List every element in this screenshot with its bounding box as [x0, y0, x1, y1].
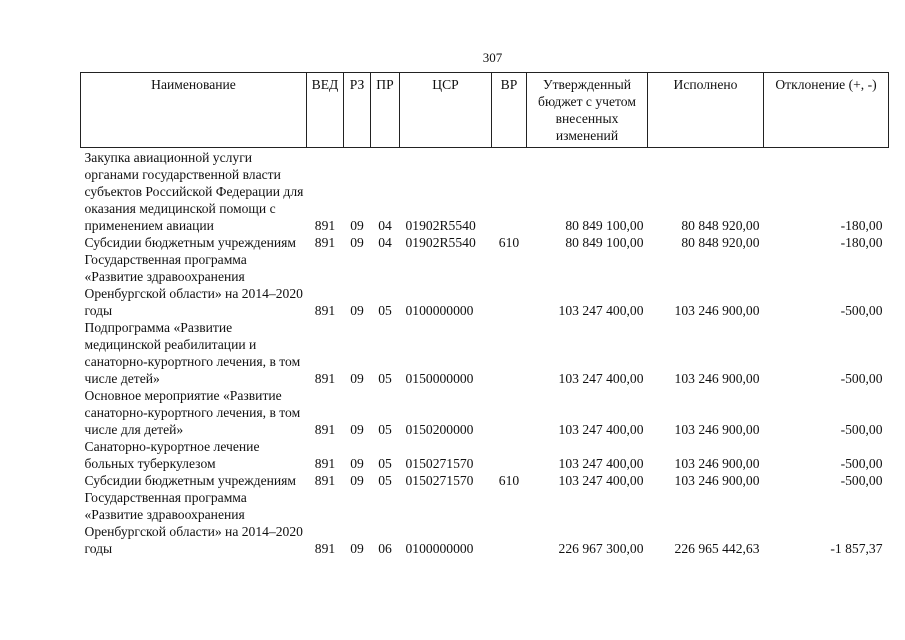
row-ved: 891 — [314, 303, 336, 318]
row-rz: 09 — [350, 235, 364, 250]
row-vr — [492, 148, 527, 235]
row-ved: 891 — [314, 235, 336, 250]
row-pr: 05 — [378, 371, 392, 386]
row-pr: 06 — [378, 541, 392, 556]
row-executed: 80 848 920,00 — [681, 235, 760, 250]
row-ved: 891 — [314, 371, 336, 386]
header-csr: ЦСР — [400, 73, 492, 148]
page-number: 307 — [482, 50, 503, 65]
row-vr: 610 — [498, 473, 520, 488]
row-csr: 0150271570 — [405, 473, 474, 488]
row-rz: 09 — [350, 473, 364, 488]
row-approved: 80 849 100,00 — [565, 218, 644, 233]
table-row — [81, 234, 889, 251]
budget-execution-table — [80, 72, 889, 557]
row-vr — [492, 387, 527, 438]
table-row — [81, 472, 889, 489]
row-rz: 09 — [350, 456, 364, 471]
row-approved: 103 247 400,00 — [558, 422, 644, 437]
table-row — [81, 251, 889, 319]
table-row — [81, 438, 889, 472]
row-executed: 80 848 920,00 — [681, 218, 760, 233]
row-vr — [492, 319, 527, 387]
header-ved: ВЕД — [307, 73, 344, 148]
row-executed: 103 246 900,00 — [674, 473, 760, 488]
row-csr: 0150200000 — [405, 422, 474, 437]
header-pr: ПР — [371, 73, 400, 148]
row-deviation: -180,00 — [840, 235, 883, 250]
row-vr — [492, 438, 527, 472]
header-executed: Исполнено — [648, 73, 764, 148]
row-name: Субсидии бюджетным учреждениям — [84, 473, 297, 488]
row-rz: 09 — [350, 371, 364, 386]
row-ved: 891 — [314, 218, 336, 233]
row-executed: 103 246 900,00 — [674, 456, 760, 471]
row-csr: 0100000000 — [405, 303, 474, 318]
row-rz: 09 — [350, 303, 364, 318]
row-rz: 09 — [350, 218, 364, 233]
row-executed: 103 246 900,00 — [674, 303, 760, 318]
row-name: Государственная программа «Развитие здравоохранения Оренбургской области» на 2014–2020 годы — [84, 490, 303, 556]
row-name: Санаторно-курортное лечение больных туберкулезом — [84, 439, 260, 471]
table-header-row — [81, 73, 889, 148]
row-approved: 103 247 400,00 — [558, 303, 644, 318]
row-deviation: -500,00 — [840, 473, 883, 488]
row-name: Закупка авиационной услуги органами государственной власти субъектов Российской Федерации для оказания медицинской помощи с применением авиации — [84, 150, 304, 233]
row-approved: 103 247 400,00 — [558, 473, 644, 488]
row-pr: 04 — [378, 235, 392, 250]
table-row — [81, 148, 889, 235]
row-approved: 80 849 100,00 — [565, 235, 644, 250]
row-pr: 05 — [378, 303, 392, 318]
row-name: Государственная программа «Развитие здравоохранения Оренбургской области» на 2014–2020 годы — [84, 252, 303, 318]
row-deviation: -180,00 — [840, 218, 883, 233]
row-vr: 610 — [498, 235, 520, 250]
row-executed: 226 965 442,63 — [674, 541, 760, 556]
row-executed: 103 246 900,00 — [674, 422, 760, 437]
row-name: Субсидии бюджетным учреждениям — [84, 235, 297, 250]
table-row — [81, 387, 889, 438]
row-name: Основное мероприятие «Развитие санаторно-курортного лечения, в том числе для детей» — [84, 388, 301, 437]
row-csr: 01902R5540 — [405, 235, 476, 250]
header-rz: РЗ — [344, 73, 371, 148]
row-deviation: -500,00 — [840, 422, 883, 437]
row-deviation: -500,00 — [840, 456, 883, 471]
table-row — [81, 489, 889, 557]
row-pr: 05 — [378, 422, 392, 437]
row-csr: 0150271570 — [405, 456, 474, 471]
row-ved: 891 — [314, 473, 336, 488]
row-deviation: -1 857,37 — [830, 541, 883, 556]
row-pr: 05 — [378, 456, 392, 471]
row-csr: 0150000000 — [405, 371, 474, 386]
row-deviation: -500,00 — [840, 371, 883, 386]
row-csr: 0100000000 — [405, 541, 474, 556]
row-rz: 09 — [350, 541, 364, 556]
row-pr: 05 — [378, 473, 392, 488]
row-approved: 103 247 400,00 — [558, 456, 644, 471]
row-pr: 04 — [378, 218, 392, 233]
row-vr — [492, 489, 527, 557]
row-deviation: -500,00 — [840, 303, 883, 318]
row-ved: 891 — [314, 456, 336, 471]
header-name: Наименование — [81, 73, 307, 148]
header-approved: Утвержденный бюджет с учетом внесенных изменений — [527, 73, 648, 148]
header-deviation: Отклонение (+, -) — [764, 73, 889, 148]
row-approved: 103 247 400,00 — [558, 371, 644, 386]
row-ved: 891 — [314, 422, 336, 437]
row-name: Подпрограмма «Развитие медицинской реабилитации и санаторно-курортного лечения, в том числе детей» — [84, 320, 301, 386]
row-rz: 09 — [350, 422, 364, 437]
table-row — [81, 319, 889, 387]
row-executed: 103 246 900,00 — [674, 371, 760, 386]
row-approved: 226 967 300,00 — [558, 541, 644, 556]
row-ved: 891 — [314, 541, 336, 556]
row-vr — [492, 251, 527, 319]
row-csr: 01902R5540 — [405, 218, 476, 233]
header-vr: ВР — [492, 73, 527, 148]
